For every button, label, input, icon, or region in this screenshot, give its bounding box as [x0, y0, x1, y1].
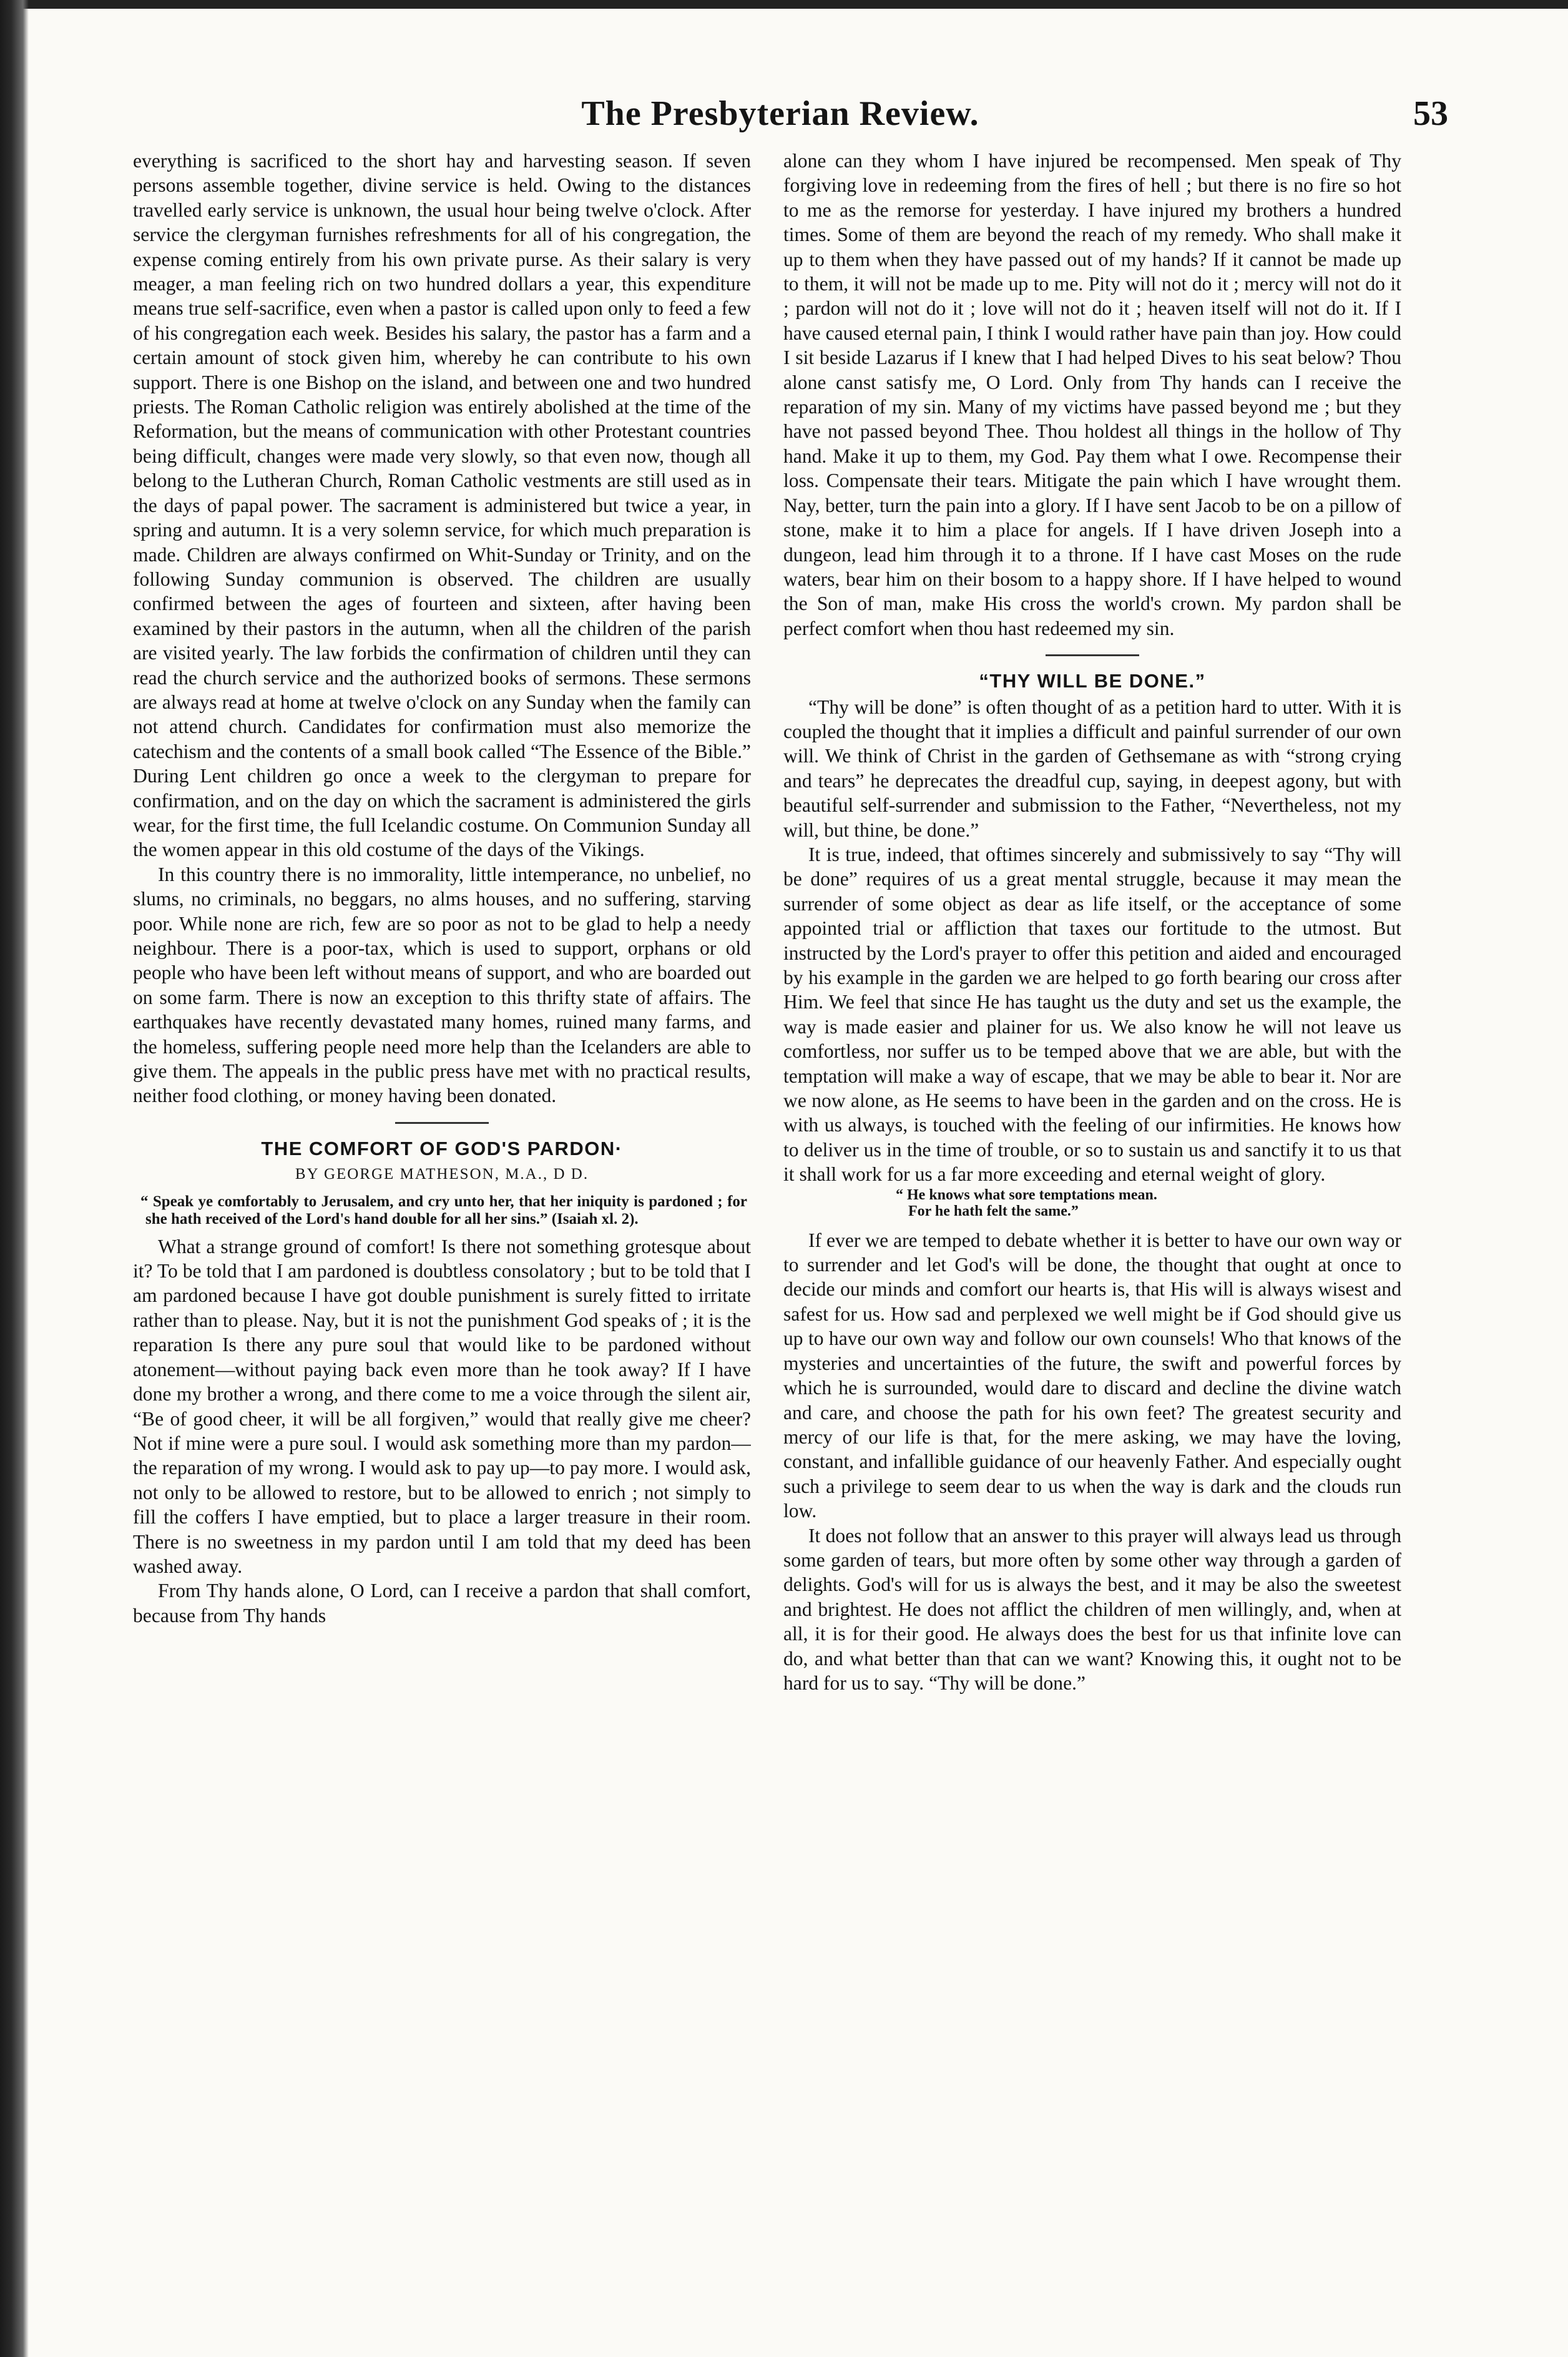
paragraph: everything is sacrificed to the short hay and harvesting season. If seven persons assemble together, divine service is held. Owing to the distances travelled early service is unknown, the usual hour being twelve o'clock. After service the clergyman furnishes refreshments for all of his congregation, the expense coming entirely from his own private purse. As their salary is very meager, a man feeling rich on two hundred dollars a year, this expenditure means true self-sacrifice, even when a pastor is called upon only to feed a few of his congregation each week. Besides his salary, the pastor has a farm and a certain amount of stock given him, whereby he can contribute to his own support. There is one Bishop on the island, and between one and two hundred priests. The Roman Catholic religion was entirely abolished at the time of the Reformation, but the means of communication with other Protestant countries being difficult, changes were made very slowly, so that even now, though all belong to the Lutheran Church, Roman Catholic vestments are still used as in the days of papal power. The sacrament is administered but twice a year, in spring and autumn. It is a very solemn service, for which much preparation is made. Children are always confirmed on Whit-Sunday or Trinity, and on the following Sunday communion is observed. The children are usually confirmed between the ages of fourteen and sixteen, after having been examined by their pastors in the autumn, when all the children of the parish are visited yearly. The law forbids the confirmation of children until they can read the church service and the authorized books of sermons. These sermons are always read at home at twelve o'clock on any Sunday when the family can not attend church. Candidates for confirmation must also memorize the catechism and the contents of a small book called “The Essence of the Bible.” During Lent children go once a week to the clergyman to prepare for confirmation, and on the day on which the sacrament is administered the girls wear, for the first time, the full Icelandic costume. On Communion Sunday all the women appear in this old costume of the days of the Vikings.	[133, 150, 751, 861]
paragraph: What a strange ground of comfort! Is there not something grotesque about it? To be told that I am pardoned is doubtless consolatory ; but to be told that I am pardoned because I have got double punishment is surely fitted to irritate rather than to please. Nay, but it is not the punishment God speaks of ; it is the reparation Is there any pure soul that would like to be pardoned without atonement—without paying back even more than he took away? If I have done my brother a wrong, and there come to me a voice through the silent air, “Be of good cheer, it will be all forgiven,” would that really give me cheer? Not if mine were a pure soul. I would ask something more than my pardon—the reparation of my wrong. I would ask to pay up—to pay more. I would ask, not only to be allowed to restore, but to be allowed to enrich ; not simply to fill the coffers I have emptied, but to place a larger treasure in their room. There is no sweetness in my pardon until I am told that my deed has been washed away.	[133, 1235, 751, 1577]
verse-line: “ He knows what sore temptations mean.	[896, 1186, 1157, 1203]
paragraph: It does not follow that an answer to this prayer will always lead us through some garden of tears, but more often by some other way through a garden of delights. God's will for us is always the best, and it may be also the sweetest and brightest. He does not afflict the children of men willingly, and, when at all, it is for their good. He always does the best for us that infinite love can do, and what better than that can we want? Knowing this, it ought not to be hard for us to say. “Thy will be done.”	[783, 1524, 1401, 1694]
article-title: THE COMFORT OF GOD'S PARDON·	[261, 1137, 623, 1159]
right-column	[783, 149, 1401, 2315]
article-byline: BY GEORGE MATHESON, M.A., D D.	[295, 1166, 589, 1183]
running-title: The Presbyterian Review.	[581, 94, 979, 133]
section-divider	[395, 1122, 489, 1124]
verse-line: For he hath felt the same.”	[908, 1203, 1079, 1219]
verse-quote	[783, 1187, 1401, 1219]
paragraph: It is true, indeed, that oftimes sincerely and submissively to say “Thy will be done” requires of us a great mental struggle, because it may mean the surrender of some object as dear as life itself, or the acceptance of some appointed trial or affliction that taxes our fortitude to the utmost. But instructed by the Lord's prayer to offer this petition and aided and encouraged by his example in the garden we are helped to go forth bearing our cross after Him. We feel that since He has taught us the duty and set us the example, the way is made easier and plainer for us. We also know he will not leave us comfortless, nor suffer us to be temped above that we are able, but with the temptation will make a way of escape, that we may be able to bear it. Nor are we now alone, as He seems to have been in the garden and on the cross. He is with us always, is touched with the feeling of our infirmities. He knows how to deliver us in the time of trouble, or so to sustain us and sanctify it to us that it shall work for us a far more exceeding and eternal weight of glory.	[783, 843, 1401, 1186]
paragraph: From Thy hands alone, O Lord, can I receive a pardon that shall comfort, because from Thy hands	[133, 1580, 751, 1626]
paragraph: In this country there is no immorality, little intemperance, no unbelief, no slums, no criminals, no beggars, no alms houses, and no suffering, starving poor. While none are rich, few are so poor as not to be glad to help a needy neighbour. There is a poor-tax, which is used to support, orphans or old people who have been left without means of support, and who are boarded out on some farm. There is now an exception to this thrifty state of affairs. The earthquakes have recently devastated many homes, ruined many farms, and the homeless, suffering people need more help than the Icelanders are able to give them. The appeals in the public press have met with no practical results, neither food clothing, or money having been donated.	[133, 863, 751, 1107]
paragraph: alone can they whom I have injured be recompensed. Men speak of Thy forgiving love in redeeming from the fires of hell ; but there is no fire so hot to me as the remorse for yesterday. I have injured my brothers a hundred times. Some of them are beyond the reach of my remedy. Who shall make it up to them when they have passed out of my hands? If it cannot be made up to them, it will not be made up to me. Pity will not do it ; mercy will not do it ; pardon will not do it ; love will not do it ; heaven itself will not do it. If I have caused eternal pain, I think I would rather have pain than joy. How could I sit beside Lazarus if I knew that I had helped Dives to his seat below? Thou alone canst satisfy me, O Lord. Only from Thy hands can I receive the reparation of my sin. Many of my victims have passed beyond me ; but they have not passed beyond Thee. Thou holdest all things in the hollow of Thy hand. Make it up to them, my God. Pay them what I owe. Recompense their loss. Compensate their tears. Mitigate the pain which I have wrought them. Nay, better, turn the pain into a glory. If I have sent Jacob to be on a pillow of stone, make it to him a place for angels. If I have driven Joseph into a dungeon, lead him through it to a throne. If I have cast Moses on the rude waters, bear him on their bosom to a happy shore. If I have helped to wound the Son of man, make His cross the world's crown. My pardon shall be perfect comfort when thou hast redeemed my sin.	[783, 150, 1401, 639]
page-header	[112, 94, 1448, 144]
paragraph: If ever we are temped to debate whether it is better to have our own way or to surrender and let God's will be done, the thought that ought at once to decide our minds and comfort our hearts is, that His will is always wisest and safest for us. How sad and perplexed we well might be if God should give us up to have our own way and follow our own counsels! Who that knows of the mysteries and uncertainties of the future, the swift and powerful forces by which he is surrounded, would dare to discard and decline the divine watch and care, and choose the path for his own feet? The greatest security and mercy of our life is that, for the mere asking, we may have the loving, constant, and infallible guidance of our heavenly Father. And especially ought such a privilege to seem dear to us when the way is dark and the clouds run low.	[783, 1229, 1401, 1522]
paragraph: “Thy will be done” is often thought of as a petition hard to utter. With it is coupled the thought that it implies a difficult and painful surrender of our own will. We think of Christ in the garden of Gethsemane as with “strong crying and tears” he deprecates the dreadful cup, saying, in deepest agony, but with beautiful self-surrender and submission to the Father, “Nevertheless, not my will, but thine, be done.”	[783, 696, 1401, 841]
section-divider	[1046, 654, 1139, 656]
binding-shadow	[0, 0, 29, 2357]
page-top-edge	[0, 0, 1568, 9]
article-title: “THY WILL BE DONE.”	[979, 670, 1206, 692]
epigraph: “ Speak ye comfortably to Jerusalem, and cry unto her, that her iniquity is pardoned ; for she hath received of the Lord's hand double for all her sins.” (Isaiah xl. 2).	[140, 1193, 747, 1228]
left-column	[133, 149, 751, 2315]
page-number: 53	[1413, 94, 1448, 133]
